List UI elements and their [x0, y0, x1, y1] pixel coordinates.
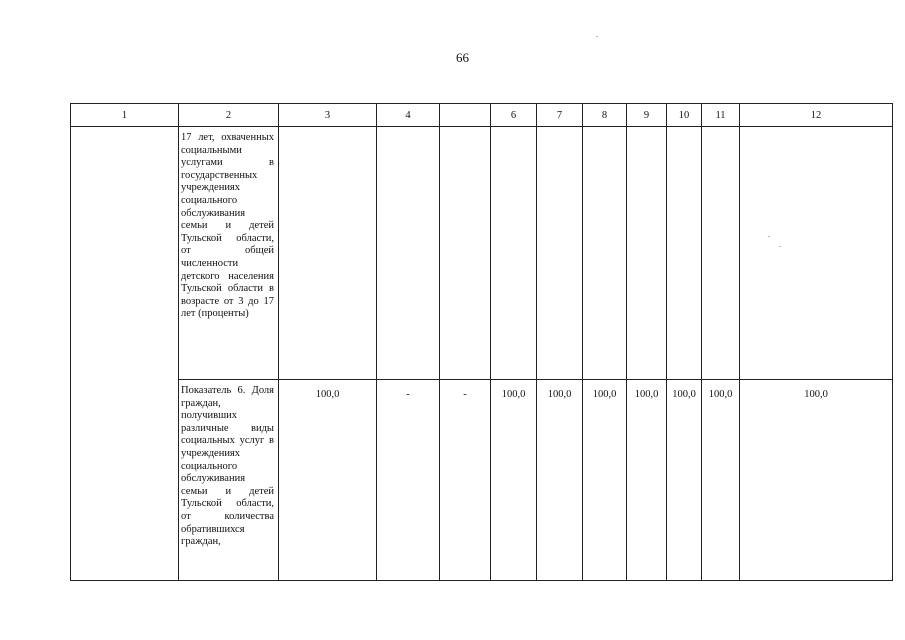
column-header: 6	[491, 104, 537, 127]
column-header: 9	[627, 104, 667, 127]
table-cell	[537, 127, 583, 380]
table-cell	[702, 127, 740, 380]
scan-speck	[768, 236, 770, 237]
column-header: 4	[377, 104, 440, 127]
header-row	[71, 104, 893, 127]
table-cell: 100,0	[702, 380, 740, 581]
table-cell: 100,0	[667, 380, 702, 581]
scan-speck	[596, 36, 598, 37]
table-cell	[583, 127, 627, 380]
scan-speck	[779, 246, 781, 247]
column-header: 2	[179, 104, 279, 127]
table-cell: 100,0	[583, 380, 627, 581]
column-header: 7	[537, 104, 583, 127]
table-cell: 100,0	[627, 380, 667, 581]
table-cell: 100,0	[740, 380, 893, 581]
column-header	[440, 104, 491, 127]
column-header: 3	[279, 104, 377, 127]
table-row	[71, 380, 893, 581]
table-cell	[740, 127, 893, 380]
column-header: 1	[71, 104, 179, 127]
table-cell: -	[377, 380, 440, 581]
column-header: 10	[667, 104, 702, 127]
indicator-description-text: 17 лет, охваченных социальными услугами в государственных учреждениях социального обслуживания семьи и детей Тульской области, от общей численности детского населения Тульской области в возрасте от 3 до 17 лет (проценты)	[181, 132, 274, 320]
table-cell	[667, 127, 702, 380]
table-cell	[491, 127, 537, 380]
merged-empty-cell	[71, 127, 179, 581]
indicator-description	[179, 380, 279, 581]
column-header: 11	[702, 104, 740, 127]
table-cell	[440, 127, 491, 380]
indicator-description	[179, 127, 279, 380]
table-cell: 100,0	[279, 380, 377, 581]
table-cell	[627, 127, 667, 380]
table-cell: 100,0	[537, 380, 583, 581]
table-cell	[279, 127, 377, 380]
column-header: 8	[583, 104, 627, 127]
indicator-description-text: Показатель 6. Доля граждан, получивших различные виды социальных услуг в учреждениях социального обслуживания семьи и детей Тульской области, от количества обратившихся граждан,	[181, 385, 274, 548]
table-row	[71, 127, 893, 380]
table-cell: 100,0	[491, 380, 537, 581]
table-cell	[377, 127, 440, 380]
table-cell: -	[440, 380, 491, 581]
indicator-table	[70, 103, 893, 581]
page-number: 66	[456, 50, 469, 65]
column-header: 12	[740, 104, 893, 127]
